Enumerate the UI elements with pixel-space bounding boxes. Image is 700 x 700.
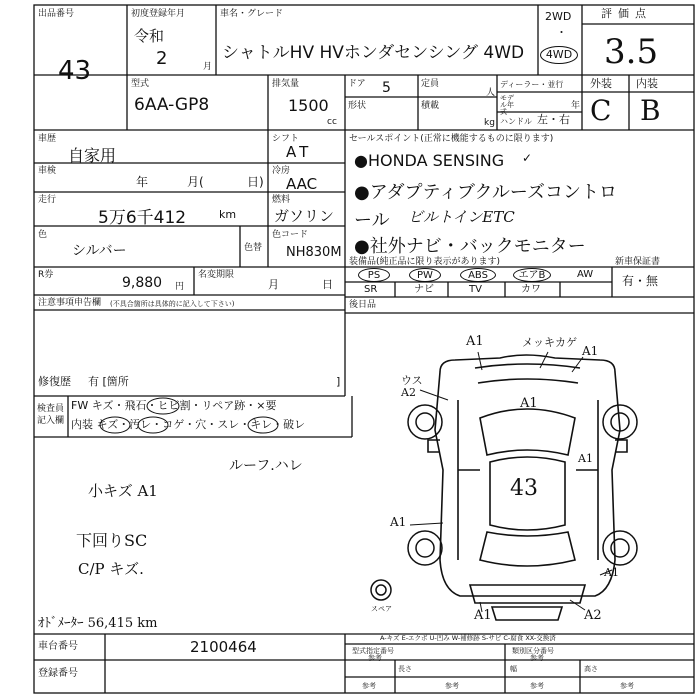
int-label: 内装: [636, 77, 658, 90]
mark-lot: 43: [510, 476, 538, 501]
shift-label: シフト: [272, 134, 300, 144]
inspection-month: 月(: [187, 175, 204, 189]
ref-1: 参考: [368, 654, 382, 662]
ext-grade: C: [590, 94, 612, 127]
model-code: 6AA-GP8: [134, 95, 210, 115]
equip-leather: カワ: [521, 284, 541, 295]
era: 令和: [134, 27, 165, 45]
score-label: 評価点: [601, 7, 652, 20]
drive-2wd: 2WD: [545, 10, 572, 23]
equip-sr: SR: [364, 284, 378, 295]
sales-point-2b: ール: [354, 210, 390, 231]
load-label: 積載: [421, 101, 440, 111]
deadline-day: 日: [322, 278, 333, 291]
color-code: NH830M: [286, 245, 342, 260]
score: 3.5: [604, 32, 659, 72]
model-designation-label: 型式指定番号: [352, 647, 394, 655]
fuel: ガソリン: [274, 207, 335, 225]
mark-light-a2: ウス A2: [401, 374, 423, 399]
recycle-unit: 円: [175, 282, 185, 292]
length-label: 長さ: [398, 665, 412, 673]
history-label: 車歴: [38, 134, 57, 144]
lot-label: 出品番号: [38, 9, 75, 19]
ac-label: 冷房: [272, 166, 291, 176]
lot-number: 43: [58, 56, 92, 86]
car-name: シャトルHV HVホンダセンシング 4WD: [222, 43, 525, 63]
ref-4: 参考: [445, 682, 459, 690]
repair-close: ]: [336, 375, 341, 388]
handle-label: ハンドル: [500, 117, 532, 126]
model-label: 型式: [131, 79, 150, 89]
declaration-note: (不具合箇所は具体的に記入して下さい): [110, 300, 235, 308]
mileage: 5万6千412: [98, 208, 187, 228]
check-row-1: FW キズ・飛石・ヒビ割・リペア跡・×要: [71, 399, 277, 412]
color-change-label: 色替: [244, 243, 263, 253]
note-roof: ルーフ.ハレ: [229, 458, 303, 474]
dealer-label: ディーラー・並行: [500, 80, 564, 89]
equip-aw: AW: [577, 269, 594, 280]
first-reg-label: 初度登録年月: [131, 9, 186, 19]
disp-unit: cc: [327, 117, 337, 127]
mark-a1-fr: A1: [582, 344, 599, 358]
ref-5: 参考: [530, 682, 544, 690]
windshield: [480, 409, 575, 455]
mark-a1-front: A1: [466, 334, 484, 349]
int-grade: B: [640, 94, 661, 127]
mark-a1-rear: A1: [474, 608, 492, 623]
later-label: 後日品: [349, 300, 377, 310]
new-warranty-value: 有・無: [622, 274, 659, 288]
doors: 5: [382, 80, 391, 96]
seats-unit: 人: [486, 88, 496, 98]
disp-label: 排気量: [272, 79, 300, 89]
sales-handwritten: ビルトインETC: [408, 208, 515, 226]
declaration-label: 注意事項申告欄: [38, 298, 102, 308]
equip-navi: ナビ: [414, 284, 434, 295]
equip-tv: TV: [469, 284, 482, 295]
equip-airbag: エアB: [513, 268, 551, 282]
color-code-label: 色コード: [272, 230, 309, 240]
drive-dot: ・: [556, 26, 567, 39]
mark-a2-rear: A2: [584, 608, 602, 623]
ref-6: 参考: [620, 682, 634, 690]
deadline-label: 名変期限: [198, 270, 235, 280]
equip-pw: PW: [409, 268, 441, 282]
color-label: 色: [38, 230, 48, 240]
ref-3: 参考: [362, 682, 376, 690]
year-unit: 年: [571, 101, 581, 111]
history-value: 自家用: [68, 146, 117, 165]
handle-value: 左・右: [537, 113, 570, 126]
inspection-day: 日): [247, 175, 264, 189]
deadline-month: 月: [268, 278, 279, 291]
note-small-scratch: 小キズ A1: [88, 482, 158, 500]
width-label: 幅: [510, 665, 517, 673]
repair-value: 有 [箇所: [88, 375, 129, 388]
chassis-label: 車台番号: [38, 641, 78, 652]
reg-label: 登録番号: [38, 668, 78, 679]
mileage-unit: km: [219, 208, 237, 221]
equip-abs: ABS: [460, 268, 496, 282]
class-label: 類別区分番号: [512, 647, 554, 655]
displacement: 1500: [288, 96, 329, 115]
recycle: 9,880: [122, 275, 163, 291]
sales-point-2: ●アダプティブクルーズコントロ: [354, 182, 618, 203]
damage-legend: A-キズ E-エクボ U-凹み W-補修跡 S-サビ C-腐食 XX-交換済: [380, 634, 556, 642]
equip-ps: PS: [358, 268, 390, 282]
name-label: 車名・グレード: [220, 9, 284, 19]
fuel-label: 燃料: [272, 195, 291, 205]
ext-label: 外装: [590, 77, 612, 90]
chassis-number: 2100464: [190, 638, 257, 656]
shift: AT: [286, 143, 313, 161]
color: シルバー: [72, 243, 127, 259]
door-label: ドア: [348, 79, 366, 89]
height-label: 高さ: [584, 665, 598, 673]
equipment-label: 装備品(純正品に限り表示があります): [349, 257, 501, 267]
inspection-year: 年: [136, 175, 149, 189]
mark-a1-hood: A1: [520, 396, 538, 411]
inspection-label: 車検: [38, 166, 57, 176]
sales-label: セールスポイント(正常に機能するものに限ります): [349, 134, 554, 144]
ref-2: 参考: [530, 654, 544, 662]
check-row-2: 内装 キズ・汚レ・コゲ・穴・スレ・キレ・破レ: [71, 418, 306, 431]
check-mark: ✓: [522, 151, 533, 165]
sales-point-1: ●HONDA SENSING: [354, 151, 505, 170]
new-warranty-label: 新車保証書: [615, 257, 661, 267]
wheel-front-left: [408, 405, 442, 439]
note-odometer: ｵﾄﾞﾒｰﾀｰ 56,415 km: [38, 616, 158, 631]
month-unit: 月: [203, 62, 213, 72]
inspector-label: 検査員記入欄: [37, 404, 65, 426]
spare-tire: [371, 580, 391, 600]
model-year-label: モデル年式: [500, 94, 514, 116]
mark-plating: メッキカゲ: [522, 336, 577, 349]
wheel-rear-right: [603, 531, 637, 565]
note-cp: C/P キズ.: [78, 560, 144, 578]
mark-a1-right: A1: [604, 566, 619, 579]
rear-window: [480, 532, 575, 566]
ac: AAC: [286, 175, 318, 193]
mileage-label: 走行: [38, 195, 57, 205]
repair-label: 修復歴: [38, 375, 71, 388]
wheel-rear-left: [408, 531, 442, 565]
mark-a1-left: A1: [390, 515, 407, 529]
spare-label: スペア: [371, 605, 392, 613]
drive-4wd: 4WD: [540, 46, 578, 64]
sales-point-3: ●社外ナビ・バックモニター: [354, 236, 586, 257]
note-underbody: 下回りSC: [76, 531, 148, 550]
load-unit: kg: [484, 118, 495, 128]
recycle-label: R券: [38, 270, 54, 280]
body-label: 形状: [348, 101, 367, 111]
reg-year: 2: [156, 48, 168, 69]
mark-a1-side: A1: [578, 452, 593, 465]
seats-label: 定員: [421, 79, 440, 89]
